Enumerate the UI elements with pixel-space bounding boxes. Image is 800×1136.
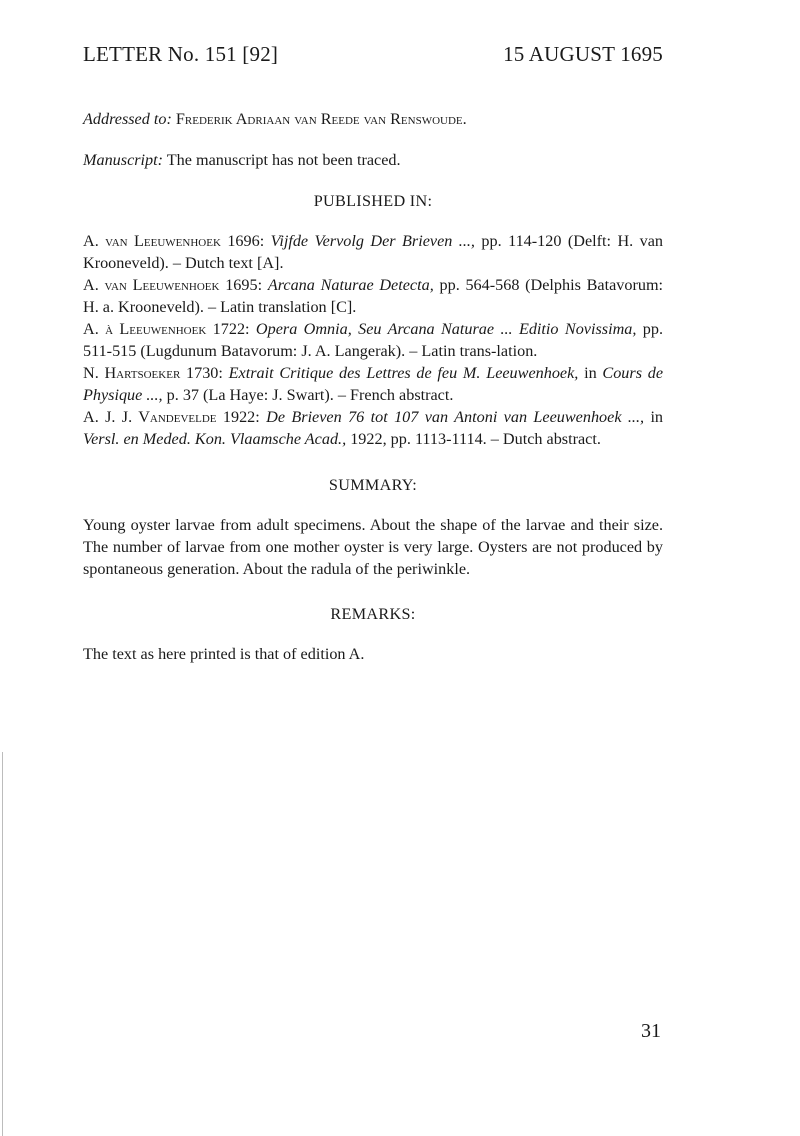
bib-entry (83, 274, 663, 318)
addressed-label: Addressed to: (83, 110, 172, 128)
bib-author: A. à Leeuwenhoek (83, 320, 207, 338)
letter-date: 15 AUGUST 1695 (503, 42, 663, 66)
bibliography-list (83, 230, 663, 450)
bib-year: 1730: (186, 364, 223, 382)
scan-edge-line (2, 752, 3, 1136)
summary-text: Young oyster larvae from adult specimens. About the shape of the larvae and their size. The number of larvae from one mother oyster is very large. Oysters are not produced by spontaneous generation. About the radula of the periwinkle. (83, 516, 663, 578)
bib-details: pp. 511-515 (Lugdunum Batavorum: J. A. Langerak). – Latin trans-lation. (83, 320, 664, 360)
manuscript-line (83, 149, 663, 171)
manuscript-label: Manuscript: (83, 151, 164, 169)
remarks-heading: REMARKS: (330, 605, 416, 623)
bib-entry (83, 230, 663, 274)
page-number: 31 (641, 1020, 661, 1042)
bib-details: p. 37 (La Haye: J. Swart). – French abstract. (166, 386, 454, 404)
bib-year: 1695: (225, 276, 263, 294)
page-content (83, 108, 663, 665)
remarks-text: The text as here printed is that of edition A. (83, 645, 365, 663)
bib-title: Extrait Critique des Lettres de feu M. Leeuwenhoek, (228, 364, 579, 382)
bib-entry (83, 362, 663, 406)
bib-details: pp. 564-568 (Delphis Batavorum: H. a. Krooneveld). – Latin translation [C]. (83, 276, 664, 316)
bib-title: Vijfde Vervolg Der Brieven ..., (270, 232, 475, 250)
manuscript-value: The manuscript has not been traced. (166, 151, 401, 169)
bib-details: 1922, pp. 1113-1114. – Dutch abstract. (350, 430, 601, 448)
bib-entry (83, 318, 663, 362)
bib-connector: in (650, 408, 664, 426)
bib-title-secondary: Cours de Physique ..., (83, 364, 663, 404)
bib-title: Opera Omnia, Seu Arcana Naturae ... Editio Novissima, (255, 320, 637, 338)
addressed-line (83, 108, 663, 130)
bib-title: Arcana Naturae Detecta, (267, 276, 434, 294)
bib-author: A. J. J. Vandevelde (83, 408, 217, 426)
bib-year: 1922: (222, 408, 260, 426)
bib-title-secondary: Versl. en Meded. Kon. Vlaamsche Acad., (83, 430, 347, 448)
bib-details: pp. 114-120 (Delft: H. van Krooneveld). – Dutch text [A]. (83, 232, 664, 272)
bib-year: 1696: (227, 232, 265, 250)
letter-number: LETTER No. 151 [92] (83, 42, 279, 66)
bib-author: N. Hartsoeker (83, 364, 181, 382)
bib-author: A. van Leeuwenhoek (83, 232, 221, 250)
published-heading: PUBLISHED IN: (313, 192, 433, 210)
bib-entry (83, 406, 663, 450)
summary-heading: SUMMARY: (328, 476, 418, 494)
bib-connector: in (584, 364, 597, 382)
addressed-value: Frederik Adriaan van Reede van Renswoude. (175, 110, 467, 128)
bib-year: 1722: (212, 320, 250, 338)
bib-title: De Brieven 76 tot 107 van Antoni van Leeuwenhoek ..., (266, 408, 645, 426)
bib-author: A. van Leeuwenhoek (83, 276, 220, 294)
